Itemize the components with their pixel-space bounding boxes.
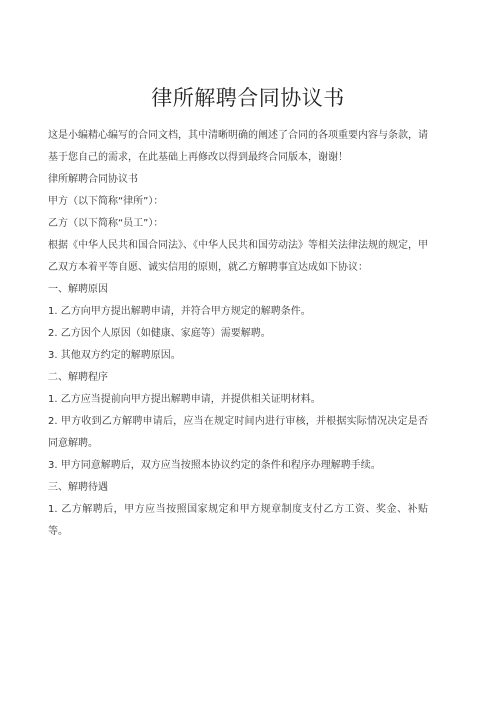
document-title: 律所解聘合同协议书 [151, 86, 345, 110]
legal-basis-paragraph: 根据《中华人民共和国合同法》、《中华人民共和国劳动法》等相关法律法规的规定，甲乙双方本着平等自愿、诚实信用的原则，就乙方解聘事宜达成如下协议： [48, 240, 428, 273]
reason-item-2: 2. 乙方因个人原因（如健康、家庭等）需要解聘。 [48, 328, 271, 339]
treatment-item-1: 1. 乙方解聘后，甲方应当按照国家规定和甲方规章制度支付乙方工资、奖金、补贴等。 [48, 504, 428, 537]
section-heading-reasons: 一、解聘原因 [48, 284, 108, 295]
procedure-item-1: 1. 乙方应当提前向甲方提出解聘申请，并提供相关证明材料。 [48, 394, 321, 405]
agreement-heading: 律所解聘合同协议书 [48, 174, 138, 185]
section-heading-treatment: 三、解聘待遇 [48, 482, 108, 493]
party-a-line: 甲方（以下简称“律所”）： [48, 196, 164, 207]
procedure-item-2: 2. 甲方收到乙方解聘申请后，应当在规定时间内进行审核，并根据实际情况决定是否同意解聘。 [48, 416, 428, 449]
section-heading-procedure: 二、解聘程序 [48, 372, 108, 383]
document-body [48, 125, 428, 543]
reason-item-1: 1. 乙方向甲方提出解聘申请，并符合甲方规定的解聘条件。 [48, 306, 311, 317]
intro-paragraph: 这是小编精心编写的合同文档，其中清晰明确的阐述了合同的各项重要内容与条款，请基于您自己的需求，在此基础上再修改以得到最终合同版本，谢谢！ [48, 130, 428, 163]
party-b-line: 乙方（以下简称“员工”）： [48, 218, 164, 229]
reason-item-3: 3. 其他双方约定的解聘原因。 [48, 350, 181, 361]
procedure-item-3: 3. 甲方同意解聘后，双方应当按照本协议约定的条件和程序办理解聘手续。 [48, 460, 381, 471]
